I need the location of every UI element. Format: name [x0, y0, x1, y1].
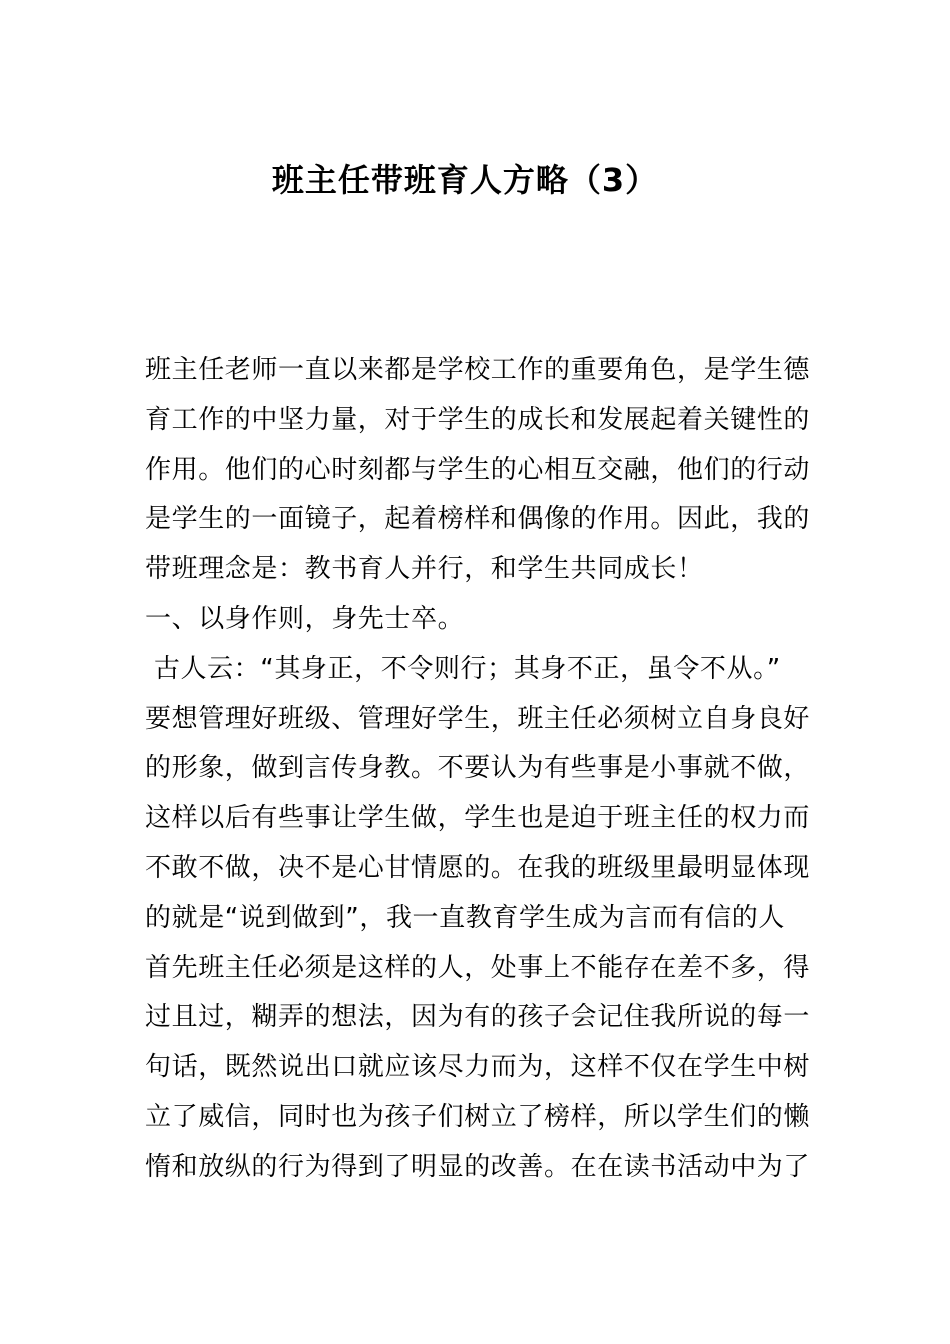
- body-line: 班主任老师一直以来都是学校工作的重要角色，是学生德: [145, 355, 811, 385]
- body-line: 要想管理好班级、管理好学生，班主任必须树立自身良好: [145, 703, 811, 734]
- body-line: 的就是“说到做到”，我一直教育学生成为言而有信的人: [145, 902, 785, 933]
- body-line: 是学生的一面镜子，起着榜样和偶像的作用。因此，我的: [145, 504, 811, 535]
- body-line: 作用。他们的心时刻都与学生的心相互交融，他们的行动: [145, 454, 811, 485]
- body-line: 这样以后有些事让学生做，学生也是迫于班主任的权力而: [145, 803, 811, 834]
- body-line: 首先班主任必须是这样的人，处事上不能存在差不多，得: [145, 952, 811, 983]
- body-line: 惰和放纵的行为得到了明显的改善。在在读书活动中为了: [145, 1151, 811, 1182]
- body-line: 过且过，糊弄的想法，因为有的孩子会记住我所说的每一: [145, 1002, 811, 1033]
- document-title: 班主任带班育人方略（3）: [271, 161, 659, 199]
- body-line: 带班理念是：教书育人并行，和学生共同成长！: [145, 554, 704, 585]
- document-body: [145, 346, 813, 1193]
- body-line: 不敢不做，决不是心甘情愿的。在我的班级里最明显体现: [145, 852, 811, 883]
- body-line: 育工作的中坚力量，对于学生的成长和发展起着关键性的: [145, 404, 811, 435]
- body-line: 立了威信，同时也为孩子们树立了榜样，所以学生们的懒: [145, 1101, 811, 1132]
- body-line: 古人云：“其身正，不令则行；其身不正，虽令不从。”: [145, 653, 781, 684]
- body-line: 句话，既然说出口就应该尽力而为，这样不仅在学生中树: [145, 1052, 811, 1083]
- body-line: 的形象，做到言传身教。不要认为有些事是小事就不做，: [145, 753, 811, 784]
- section-heading: 一、以身作则，身先士卒。: [145, 603, 465, 634]
